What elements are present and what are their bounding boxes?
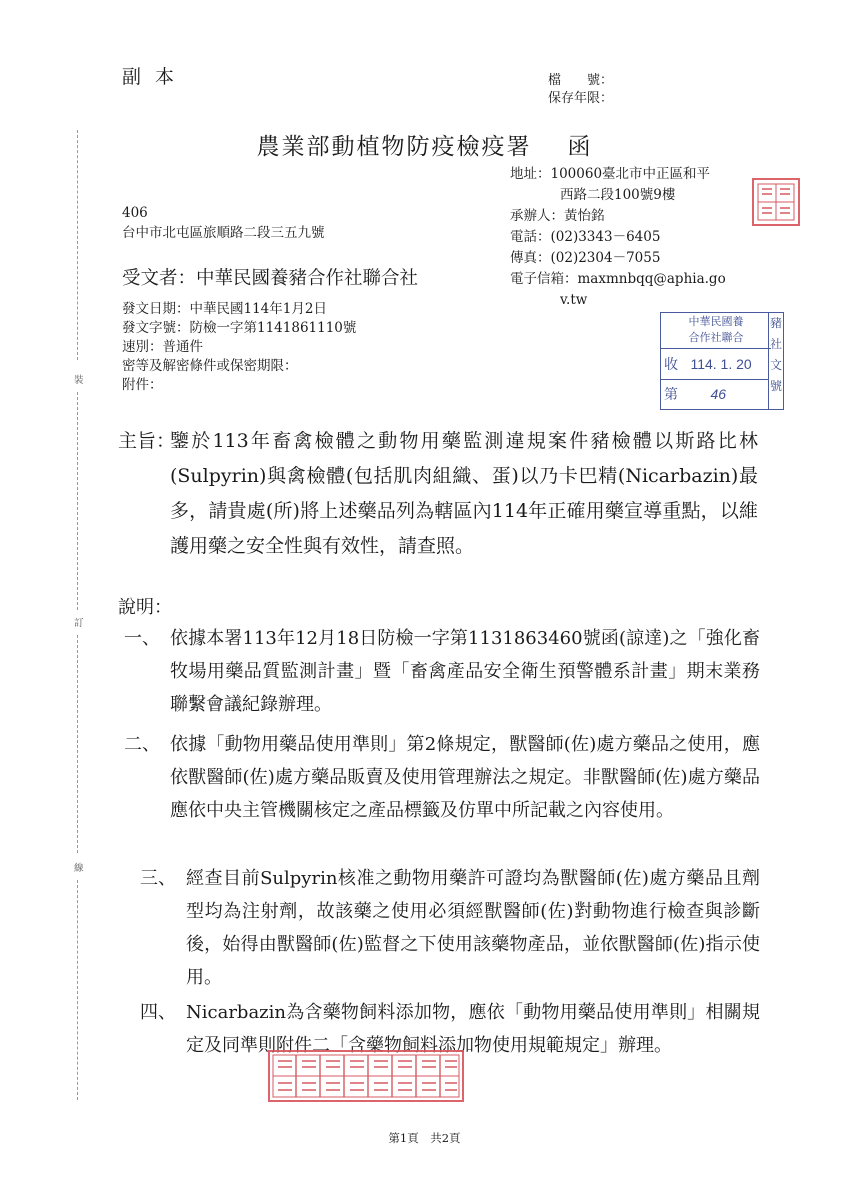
subject-label: 主旨： bbox=[118, 430, 176, 452]
explanation-item-text: Nicarbazin為含藥物飼料添加物，應依「動物用藥品使用準則」相關規定及同準則附件二「含藥物飼料添加物使用規範規定」辦理。 bbox=[186, 1002, 760, 1056]
sender-handler: 承辦人：黃怡銘 bbox=[510, 208, 605, 224]
explanation-item-number: 二、 bbox=[124, 734, 160, 755]
secrecy-level: 密等及解密條件或保密期限： bbox=[122, 358, 298, 374]
explanation-label: 說明： bbox=[118, 597, 172, 618]
recipient-address bbox=[122, 203, 325, 243]
sender-address-line-1: 地址：100060臺北市中正區和平 bbox=[510, 166, 711, 182]
receipt-stamp-number: 46 bbox=[710, 386, 727, 402]
explanation-item-number: 三、 bbox=[140, 868, 176, 889]
file-meta bbox=[548, 72, 613, 108]
receipt-stamp-side-3: 文 bbox=[769, 358, 782, 372]
binding-line bbox=[77, 392, 78, 610]
subject-text: 鑒於113年畜禽檢體之動物用藥監測違規案件豬檢體以斯路比林(Sulpyrin)與禽檢體(包括肌肉組織、蛋)以乃卡巴精(Nicarbazin)最多，請貴處(所)將上述藥品列為轄區內114年正確用藥宣導重點，以維護用藥之安全性與有效性，請查照。 bbox=[170, 430, 758, 557]
receipt-stamp-side bbox=[768, 313, 783, 409]
agency-seal-small bbox=[752, 178, 800, 226]
attachment-label: 附件： bbox=[122, 377, 163, 393]
document-type: 函 bbox=[567, 134, 593, 160]
binding-mark-line: 線 bbox=[74, 863, 84, 874]
page-number: 第1頁 共2頁 bbox=[388, 1131, 461, 1145]
recipient-street: 台中市北屯區旅順路二段三五九號 bbox=[122, 225, 325, 241]
agency-seal-large bbox=[268, 1050, 464, 1102]
receipt-stamp-side-4: 號 bbox=[769, 379, 782, 393]
binding-mark-staple: 訂 bbox=[74, 618, 84, 629]
binding-line bbox=[77, 130, 78, 360]
seal-pattern-icon bbox=[270, 1052, 462, 1100]
explanation-item-text: 依據本署113年12月18日防檢一字第1131863460號函(諒達)之「強化畜牧場用藥品質監測計畫」暨「畜禽產品安全衛生預警體系計畫」期末業務聯繫會議紀錄辦理。 bbox=[170, 628, 760, 715]
explanation-item-number: 一、 bbox=[124, 628, 160, 649]
sender-info bbox=[510, 164, 750, 311]
explanation-item-number: 四、 bbox=[140, 1002, 176, 1023]
receipt-stamp-date-row bbox=[661, 349, 769, 380]
receipt-stamp-side-1: 豬 bbox=[769, 316, 782, 330]
recipient-postcode: 406 bbox=[122, 205, 148, 221]
explanation-item bbox=[140, 862, 760, 994]
file-number-label: 檔 號： bbox=[548, 73, 614, 88]
binding-line bbox=[77, 635, 78, 853]
receipt-stamp-received-label: 收 bbox=[664, 357, 678, 373]
receipt-stamp-number-label: 第 bbox=[664, 387, 678, 403]
explanation-item-text: 經查目前Sulpyrin核准之動物用藥許可證均為獸醫師(佐)處方藥品且劑型均為注射劑，故該藥之使用必須經獸醫師(佐)對動物進行檢查與診斷後，始得由獸醫師(佐)監督之下使用該藥物產品，並依獸醫師(佐)指示使用。 bbox=[186, 868, 760, 988]
subject bbox=[118, 424, 758, 564]
sender-fax: 傳真：(02)2304－7055 bbox=[510, 250, 661, 266]
explanation-item bbox=[124, 622, 760, 721]
receipt-stamp-number-row bbox=[661, 380, 769, 408]
sender-email-continued: v.tw bbox=[560, 292, 588, 308]
receipt-stamp bbox=[660, 312, 784, 410]
receipt-stamp-org bbox=[661, 313, 771, 349]
document-number: 發文字號：防檢一字第1141861110號 bbox=[122, 320, 357, 336]
receipt-stamp-side-2: 社 bbox=[769, 337, 782, 351]
document-meta bbox=[122, 300, 356, 395]
document-title bbox=[0, 128, 849, 161]
binding-mark-bind: 裝 bbox=[74, 375, 84, 386]
sender-phone: 電話：(02)3343－6405 bbox=[510, 229, 661, 245]
delivery-speed: 速別：普通件 bbox=[122, 339, 203, 355]
sender-address-line-2: 西路二段100號9樓 bbox=[560, 187, 676, 203]
receipt-stamp-org-line-1: 中華民國養 bbox=[688, 315, 744, 328]
retention-period-label: 保存年限： bbox=[548, 91, 614, 106]
copy-mark: 副本 bbox=[122, 66, 189, 88]
agency-name: 農業部動植物防疫檢疫署 bbox=[256, 134, 532, 160]
explanation-item-text: 依據「動物用藥品使用準則」第2條規定，獸醫師(佐)處方藥品之使用，應依獸醫師(佐)處方藥品販賣及使用管理辦法之規定。非獸醫師(佐)處方藥品應依中央主管機關核定之產品標籤及仿單中所記載之內容使用。 bbox=[170, 734, 760, 821]
binding-line bbox=[77, 880, 78, 1100]
explanation-item bbox=[124, 728, 760, 827]
issue-date: 發文日期：中華民國114年1月2日 bbox=[122, 301, 327, 317]
recipient: 受文者：中華民國養豬合作社聯合社 bbox=[122, 268, 419, 289]
receipt-stamp-org-line-2: 合作社聯合 bbox=[688, 331, 744, 344]
sender-email: 電子信箱：maxmnbqq@aphia.go bbox=[510, 271, 726, 287]
seal-pattern-icon bbox=[754, 180, 798, 224]
receipt-stamp-date: 114. 1. 20 bbox=[690, 356, 752, 372]
